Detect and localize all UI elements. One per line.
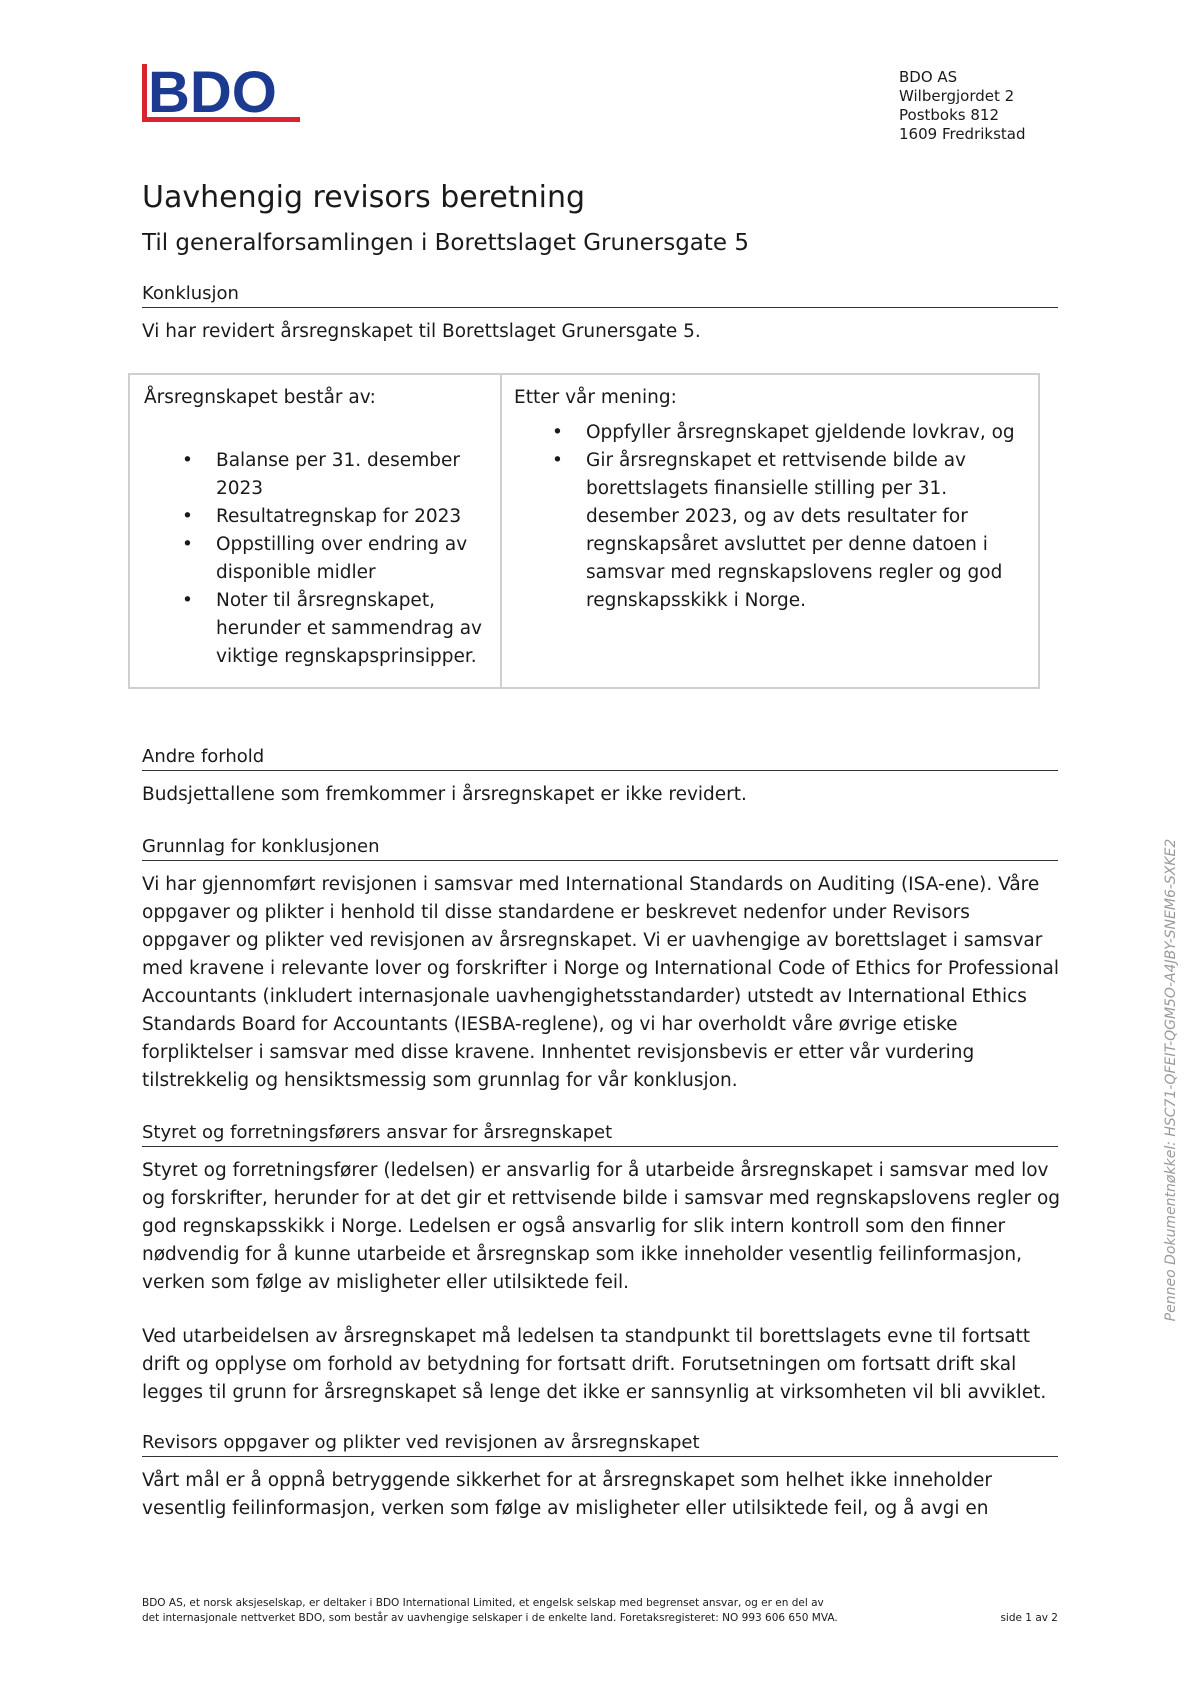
list-item: • Oppstilling over endring av disponible midler — [182, 534, 468, 583]
address-line: 1609 Fredrikstad — [899, 125, 1026, 143]
footer-line: BDO AS, et norsk aksjeselskap, er deltaker i BDO International Limited, et engelsk selskap med begrenset ansvar, og er en del av — [142, 1597, 824, 1609]
section-heading-konklusjon: Konklusjon — [142, 283, 1058, 308]
table-divider — [500, 375, 502, 687]
konklusjon-intro: Vi har revidert årsregnskapet til Borettslaget Grunersgate 5. — [142, 321, 701, 342]
company-address — [899, 68, 1026, 144]
bdo-logo — [142, 64, 300, 128]
left-cell-heading: Årsregnskapet består av: — [144, 387, 376, 408]
page-title: Uavhengig revisors beretning — [142, 180, 586, 215]
list-item: • Noter til årsregnskapet, herunder et sammendrag av viktige regnskapsprinsipper. — [182, 590, 483, 667]
section-heading-grunnlag: Grunnlag for konklusjonen — [142, 836, 1058, 861]
right-cell-heading: Etter vår mening: — [514, 387, 677, 408]
address-line: Postboks 812 — [899, 106, 999, 124]
list-item: • Balanse per 31. desember 2023 — [182, 450, 460, 499]
page-number: side 1 av 2 — [1000, 1612, 1058, 1624]
address-line: Wilbergjordet 2 — [899, 87, 1015, 105]
document-key-watermark: Penneo Dokumentnøkkel: HSC71-QFEIT-QGM5O-A4JBY-SNEM6-SXKE2 — [1163, 838, 1179, 1322]
styret-text-1: Styret og forretningsfører (ledelsen) er ansvarlig for å utarbeide årsregnskapet i samsvar med lov og forskrifter, herunder for at det gir et rettvisende bilde i samsvar med regnskapslovens regler og god regnskapsskikk i Norge. Ledelsen er også ansvarlig for slik intern kontroll som den finner nødvendig for å kunne utarbeide et årsregnskap som ikke inneholder vesentlig feilinformasjon, verken som følge av misligheter eller utilsiktede feil. — [142, 1160, 1061, 1293]
section-heading-styret: Styret og forretningsførers ansvar for årsregnskapet — [142, 1122, 1058, 1147]
section-heading-revisors: Revisors oppgaver og plikter ved revisjonen av årsregnskapet — [142, 1432, 1058, 1457]
list-item: • Oppfyller årsregnskapet gjeldende lovkrav, og — [552, 422, 1015, 443]
address-line: BDO AS — [899, 68, 958, 86]
left-bullet-list — [182, 447, 486, 671]
conclusion-table — [128, 373, 1040, 689]
section-heading-andre-forhold: Andre forhold — [142, 746, 1058, 771]
revisors-text: Vårt mål er å oppnå betryggende sikkerhet for at årsregnskapet som helhet ikke inneholder vesentlig feilinformasjon, verken som følge av misligheter eller utilsiktede feil, og å avgi en — [142, 1470, 992, 1519]
grunnlag-text: Vi har gjennomført revisjonen i samsvar med International Standards on Auditing (ISA-ene). Våre oppgaver og plikter i henhold til disse standardene er beskrevet nedenfor under Revisors oppgaver og plikter ved revisjonen av årsregnskapet. Vi er uavhengige av borettslaget i samsvar med kravene i relevante lover og forskrifter i Norge og International Code of Ethics for Professional Accountants (inkludert internasjonale uavhengighetsstandarder) utstedt av International Ethics Standards Board for Accountants (IESBA-reglene), og vi har overholdt våre øvrige etiske forpliktelser i samsvar med disse kravene. Innhentet revisjonsbevis er etter vår vurdering tilstrekkelig og hensiktsmessig som grunnlag for vår konklusjon. — [142, 874, 1060, 1091]
list-item: • Resultatregnskap for 2023 — [182, 506, 462, 527]
right-bullet-list — [552, 419, 1026, 615]
styret-text-2: Ved utarbeidelsen av årsregnskapet må ledelsen ta standpunkt til borettslagets evne til fortsatt drift og opplyse om forhold av betydning for fortsatt drift. Forutsetningen om fortsatt drift skal legges til grunn for årsregnskapet så lenge det ikke er sannsynlig at virksomheten vil bli avviklet. — [142, 1326, 1047, 1403]
andre-forhold-text: Budsjettallene som fremkommer i årsregnskapet er ikke revidert. — [142, 784, 747, 805]
list-item: • Gir årsregnskapet et rettvisende bilde av borettslagets finansielle stilling per 31. desember 2023, og av dets resultater for regnskapsåret avsluttet per denne datoen i samsvar med regnskapslovens regler og god regnskapsskikk i Norge. — [552, 450, 1003, 611]
footer-line: det internasjonale nettverket BDO, som består av uavhengige selskaper i de enkelte land. Foretaksregisteret: NO 993 606 650 MVA. — [142, 1612, 838, 1624]
page-footer — [142, 1596, 1058, 1626]
logo-text: BDO — [148, 64, 277, 125]
page-subtitle: Til generalforsamlingen i Borettslaget Grunersgate 5 — [142, 230, 750, 256]
